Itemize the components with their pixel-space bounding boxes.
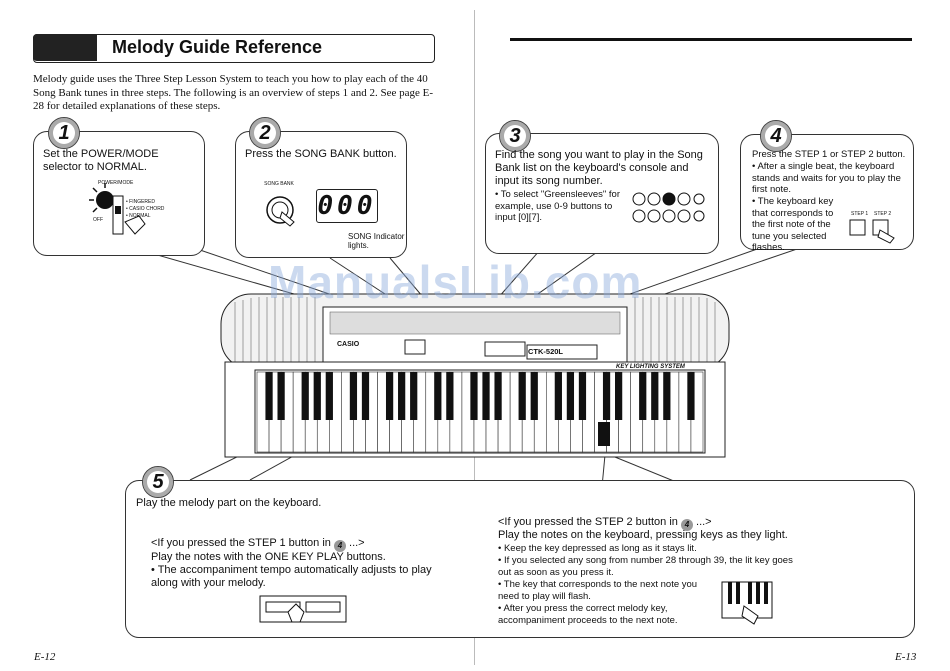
black-key: [494, 372, 501, 420]
black-key: [687, 372, 694, 420]
page-number-left: E-12: [34, 651, 56, 663]
step-2-text: Press the SONG BANK button.: [245, 148, 397, 160]
black-key: [567, 372, 574, 420]
step-5-right-line: Play the notes on the keyboard, pressing keys as they light.: [498, 529, 788, 541]
step-ref-icon: 4: [681, 519, 693, 531]
step-3-text: Find the song you want to play in the Song Bank list on the keyboard's console and input its song number.: [495, 149, 703, 187]
black-key: [651, 372, 658, 420]
lit-key-illustration: [720, 580, 780, 628]
black-key: [639, 372, 646, 420]
watermark: ManualsLib.com: [268, 256, 643, 308]
step-5-left-heading: <If you pressed the STEP 1 button in 4 ...>: [151, 537, 365, 550]
step-ref-icon: 4: [334, 540, 346, 552]
black-key: [314, 372, 321, 420]
black-key: [386, 372, 393, 420]
brand-label: CASIO: [337, 341, 360, 348]
number-buttons-illustration: [630, 190, 705, 228]
step-5-right-bullet-4: • After you press the correct melody key, accompaniment proceeds to the next note.: [498, 603, 678, 626]
black-key: [398, 372, 405, 420]
song-bank-button-icon: [264, 194, 298, 228]
step-4-bullet-2: • The keyboard key that corresponds to the first note of the tune you selected flashes.: [752, 196, 834, 253]
step-3-bullet: • To select "Greensleeves" for example, use 0-9 buttons to input [0][7].: [495, 189, 621, 223]
black-key: [277, 372, 284, 420]
black-key: [615, 372, 622, 420]
black-key: [434, 372, 441, 420]
step-4-number: 4: [760, 120, 792, 152]
keyboard-illustration: [215, 292, 735, 462]
normal-label: • NORMAL: [126, 213, 151, 219]
step2-label: STEP 2: [874, 211, 892, 217]
casio-chord-label: • CASIO CHORD: [126, 206, 165, 212]
step-5-left-line: Play the notes with the ONE KEY PLAY buttons.: [151, 551, 386, 563]
black-key: [519, 372, 526, 420]
black-key: [555, 372, 562, 420]
black-key: [362, 372, 369, 420]
black-key: [663, 372, 670, 420]
black-key: [579, 372, 586, 420]
lcd-display: 000: [317, 191, 377, 221]
black-key: [265, 372, 272, 420]
song-bank-label: SONG BANK: [264, 181, 294, 187]
page-number-right: E-13: [895, 651, 917, 663]
black-key: [603, 372, 610, 420]
step-5-right-bullet-2: • If you selected any song from number 28 through 39, the lit key goes out as soon as you press it.: [498, 555, 793, 578]
song-indicator-label: SONG Indicator lights.: [348, 232, 405, 250]
step-4-bullet-1: • After a single beat, the keyboard stands and waits for you to play the first note.: [752, 161, 901, 195]
black-key: [482, 372, 489, 420]
step-buttons-illustration: [848, 218, 908, 246]
step-4-text: Press the STEP 1 or STEP 2 button.: [752, 149, 906, 160]
black-key: [350, 372, 357, 420]
page-title: Melody Guide Reference: [112, 37, 323, 57]
black-key: [531, 372, 538, 420]
step-2-number: 2: [249, 117, 281, 149]
black-key: [470, 372, 477, 420]
step-1-text: Set the POWER/MODE selector to NORMAL.: [43, 148, 159, 173]
step-5-text: Play the melody part on the keyboard.: [136, 497, 322, 509]
step-5-right-heading: <If you pressed the STEP 2 button in 4 ...>: [498, 516, 712, 529]
one-key-play-buttons-illustration: [258, 592, 348, 626]
off-label: OFF: [93, 217, 103, 223]
step-5-left-bullet: • The accompaniment tempo automatically adjusts to play along with your melody.: [151, 564, 432, 589]
power-mode-label: POWER/MODE: [98, 180, 134, 186]
step1-label: STEP 1: [851, 211, 869, 217]
step-5-right-bullet-1: • Keep the key depressed as long as it stays lit.: [498, 543, 697, 554]
black-key: [302, 372, 309, 420]
black-key: [446, 372, 453, 420]
intro-paragraph: Melody guide uses the Three Step Lesson System to teach you how to play each of the 40 Song Bank tunes in three steps. The following is an overview of steps 1 and 2. See page E-28 for detailed explanations of these steps.: [33, 73, 433, 112]
step-5-right-bullet-3: • The key that corresponds to the next note you need to play will flash.: [498, 579, 698, 602]
step-3-number: 3: [499, 120, 531, 152]
model-label: CTK-520L: [528, 347, 564, 356]
black-key: [410, 372, 417, 420]
key-lighting-label: KEY LIGHTING SYSTEM: [616, 364, 685, 370]
step-5-number: 5: [142, 466, 174, 498]
step-1-number: 1: [48, 117, 80, 149]
fingered-label: • FINGERED: [126, 199, 155, 205]
black-key: [326, 372, 333, 420]
